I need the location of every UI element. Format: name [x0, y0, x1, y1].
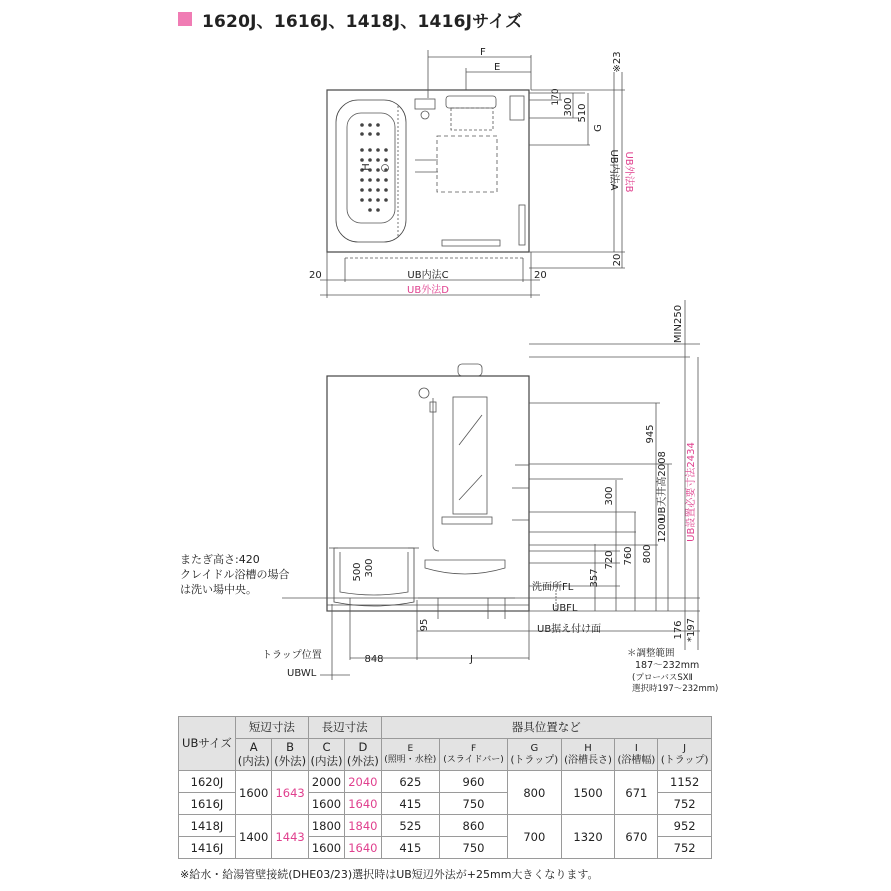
plan-dim-510: 510 [577, 103, 588, 123]
plan-label-ub-b: UB外法B [623, 151, 634, 193]
elev-dim-300b: 300 [364, 558, 375, 578]
elev-dim-1200: 1200 [657, 517, 668, 543]
plan-dim-e: E [494, 62, 501, 73]
th-col-e: E (照明・水栓) [381, 739, 440, 771]
th-col-a: A (内法) [236, 739, 272, 771]
elev-dim-357: 357 [589, 568, 600, 588]
th-col-c: C (内法) [308, 739, 344, 771]
plan-dim-f: F [480, 47, 486, 58]
th-col-b: B (外法) [272, 739, 308, 771]
elev-ubfl: UBFL [552, 603, 578, 614]
elev-trap-pos: トラップ位置 [262, 650, 322, 661]
plan-outline [327, 90, 529, 252]
size-table [178, 716, 712, 859]
elev-adj-3: (プローバスSXⅡ [632, 673, 693, 683]
plan-label-ub-d: UB外法D [407, 285, 449, 296]
elev-dim-95: 95 [419, 618, 430, 632]
elev-dim-945: 945 [645, 424, 656, 444]
plan-dim-g: G [593, 124, 604, 132]
plan-dim-23: ※23 [612, 51, 623, 73]
table-row: 1416J 1600 1640 415 750 752 [179, 837, 712, 859]
th-col-i: I (浴槽幅) [615, 739, 658, 771]
elev-dim-800: 800 [642, 544, 653, 564]
footnote: ※給水・給湯管壁接続(DHE03/23)選択時はUB短辺外法が+25mm大きくなります。 [180, 868, 599, 881]
plan-label-ub-c: UB内法C [407, 270, 449, 281]
elev-straddle-3: は洗い場中央。 [180, 583, 257, 596]
th-col-j: J (トラップ) [658, 739, 712, 771]
elev-adj-4: 選択時197～232mm) [632, 684, 719, 694]
elev-ubwl: UBWL [287, 668, 317, 679]
elev-dim-j: J [470, 654, 473, 665]
table-row: 1620J 1600 1643 2000 2040 625 960 800 1500 671 1152 [179, 771, 712, 793]
elev-min250: MIN250 [673, 304, 684, 344]
plan-dim-20-left: 20 [309, 270, 322, 281]
elev-mirror [453, 397, 487, 514]
th-col-f: F (スライドバー) [440, 739, 508, 771]
elev-dim-300: 300 [604, 486, 615, 506]
elev-dim-176: 176 [673, 620, 684, 640]
elev-ub-install: UB設置必要寸法2434 [686, 442, 697, 542]
elev-wash-fl: 洗面所FL [532, 582, 574, 593]
elev-dim-197: *197 [686, 617, 697, 643]
table-row: 1418J 1400 1443 1800 1840 525 860 700 1320 670 952 [179, 815, 712, 837]
th-ub-size: UBサイズ [179, 717, 236, 771]
elev-ub-ceiling: UB天井高2008 [657, 451, 668, 521]
plan-dim-170: 170 [551, 88, 561, 106]
th-col-h: H (浴槽長さ) [561, 739, 615, 771]
th-col-d: D (外法) [345, 739, 381, 771]
th-short-side: 短辺寸法 [236, 717, 309, 739]
elev-dim-500: 500 [352, 562, 363, 582]
elev-dim-720: 720 [604, 550, 615, 570]
elev-dim-848: 848 [364, 654, 384, 665]
elev-straddle-2: クレイドル浴槽の場合 [180, 568, 290, 581]
plan-dim-20-right: 20 [612, 253, 623, 267]
elev-adj-2: 187～232mm [635, 660, 700, 671]
th-equipment: 器具位置など [381, 717, 711, 739]
page-title: 1620J、1616J、1418J、1416Jサイズ [178, 4, 522, 34]
plan-dim-20-c-right: 20 [534, 270, 547, 281]
th-col-g: G (トラップ) [508, 739, 562, 771]
plan-dim-h: H [361, 163, 372, 171]
th-long-side: 長辺寸法 [308, 717, 381, 739]
plan-dim-300: 300 [563, 97, 574, 117]
elev-basin [425, 560, 505, 574]
plan-label-ub-a: UB内法A [608, 149, 619, 191]
elev-straddle-1: またぎ高さ:420 [180, 553, 260, 566]
elev-adj-1: ＊調整範囲 [627, 648, 675, 659]
elev-ub-mount: UB据え付け面 [537, 624, 602, 635]
table-row: 1616J 1600 1640 415 750 752 [179, 793, 712, 815]
elev-dim-760: 760 [623, 546, 634, 566]
